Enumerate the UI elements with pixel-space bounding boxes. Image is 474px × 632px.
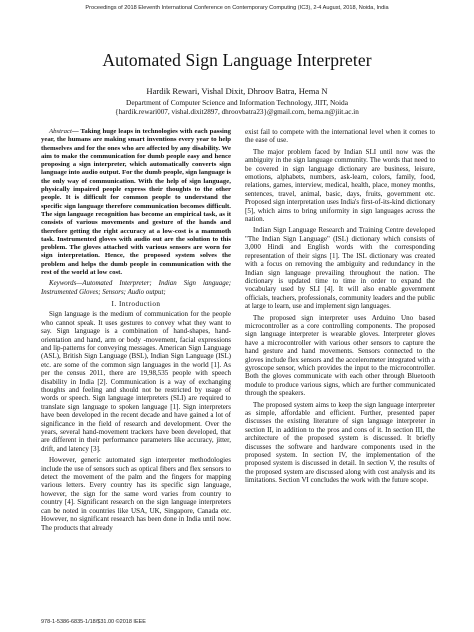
author-list: Hardik Rewari, Vishal Dixit, Dhroov Batra, Hema N bbox=[146, 86, 328, 96]
paper-title: Automated Sign Language Interpreter bbox=[102, 50, 372, 70]
abstract-dash: — bbox=[71, 128, 81, 135]
right-paragraph-5: The proposed system aims to keep the sign language interpreter as simple, affordable and efficient. Further, presented paper discusses the existing literature of sign language interpreter in section II, in addition to the pros and cons of it. In section III, the architecture of the proposed system is discussed. It briefly discusses the software and hardware components used in the proposed system. In section IV, the implementation of the proposed system is discussed in detail. In section V, the results of the proposed system are discussed along with cost analysis and its limitations. Section VI concludes the work with the future scope. bbox=[245, 400, 435, 485]
abstract-label: Abstract bbox=[49, 128, 72, 135]
abstract-text: Taking huge leaps in technologies with each passing year, the humans are making smart inventions every year to help themselves and for the ones who are affected by any disability. We aim to make the communication for dumb people easy and hence proposing a sign interpreter, which automatically converts sign language into audio output. For the dumb people, sign language is the only way of communication. With the help of sign language, physically impaired people express their thoughts to the other people. It is difficult for common people to understand the specific sign language therefore communication becomes difficult. The sign language recognition has become an empirical task, as it consists of various movements and gesture of the hands and therefore getting the right accuracy at a low-cost is a mammoth task. Instrumented gloves with audio out are the solution to this problem. The gloves attached with various sensors are worn for sign interpretation. Hence, the proposed system solves the problem and helps the dumb people in communication with the rest of the world at low cost. bbox=[41, 128, 231, 277]
right-column bbox=[245, 128, 435, 488]
left-column bbox=[41, 128, 231, 535]
author-emails: {hardik.rewari007, vishal.dixit2897, dhroovbatra23}@gmail.com, hema.n@jiit.ac.in bbox=[115, 108, 359, 116]
right-paragraph-4: The proposed sign interpreter uses Arduino Uno based microcontroller as a core controlling components. The proposed sign language interpreter is wearable gloves. Interpreter gloves have a microcontroller with various other sensors to capture the hand gesture and hand movements. Sensors connected to the gloves include flex sensors and the accelerometer integrated with a gyroscope sensor, which provides the input to the microcontroller. Both the gloves communicate with each other through Bluetooth module to produce various signs, which are further communicated through the speakers. bbox=[245, 313, 435, 398]
right-paragraph-3: Indian Sign Language Research and Training Centre developed "The Indian Sign Language" (ISL) dictionary which consists of 3,000 Hindi and English words with the corresponding representation of their signs [1]. The ISL dictionary was created with a focus on removing the ambiguity and redundancy in the Indian sign language prevailing throughout the nation. The dictionary is updated time to time in order to expand the vocabulary used by SLI [4]. It will also enable government officials, teachers, professionals, community leaders and the public at large to learn, use and implement sign languages. bbox=[245, 226, 435, 311]
running-head: Proceedings of 2018 Eleventh International Conference on Contemporary Computing (IC3), 2-4 August, 2018, Noida, India bbox=[85, 5, 389, 11]
affiliation: Department of Computer Science and Information Technology, JIIT, Noida bbox=[125, 98, 349, 107]
copyright-footer: 978-1-5386-6835-1/18/$31.00 ©2018 IEEE bbox=[41, 619, 146, 625]
intro-paragraph-1: Sign language is the medium of communication for the people who cannot speak. It uses gestures to convey what they want to say. Sign language is a combination of hand-shapes, hand-orientation and hand, arm or body -movement, facial expressions and lip-patterns for conveying messages. American Sign Language (ASL), British Sign Language (BSL), Indian Sign Language (ISL) etc. are some of the common sign languages in the world [1]. As per the census 2011, there are 19,98,535 people with speech disability in India [2]. Communication is a way of exchanging thoughts and feeling and should not be restricted by usage of words or speech. Sign language interpreters (SLI) are required to translate sign language to spoken language [1]. Sign interpreters have been developed in the recent decade and have gained a lot of significance in the field of research and development. Over the years, several hand-movement trackers have been developed, that are different in their performance parameters like accuracy, jitter, drift, and latency [3]. bbox=[41, 310, 231, 453]
right-paragraph-continued: exist fail to compete with the international level when it comes to the ease of use. bbox=[245, 128, 435, 145]
section-heading-introduction: I. Introduction bbox=[111, 299, 161, 308]
abstract bbox=[41, 128, 231, 277]
right-paragraph-2: The major problem faced by Indian SLI until now was the ambiguity in the sign language community. The words that need to be covered in sign language dictionary are business, leisure, emotions, alphabets, numbers, ask-learn, colors, family, food, relations, games, interview, medical, health, place, money months, sentences, travel, animal, basic, days, fruits, government etc. Proposed sign interpretation uses India's first-of-its-kind dictionary [5], which aims to bring uniformity in sign languages across the nation. bbox=[245, 147, 435, 224]
keywords: Keywords—Automated Interpreter; Indian Sign language; Instrumented Gloves; Sensors; Audio output; bbox=[41, 280, 231, 296]
intro-paragraph-2: However, generic automated sign interpreter methodologies include the use of sensors such as optical fibers and flex sensors to detect the movement of the palm and the fingers for mapping various letters. Every country has its specific sign language, however, the sign for the same word varies from country to country [4]. Significant research on the sign language interpreters can be noted in countries like USA, UK, Singapore, Canada etc. However, no significant research has been done in India until now. The products that already bbox=[41, 456, 231, 532]
